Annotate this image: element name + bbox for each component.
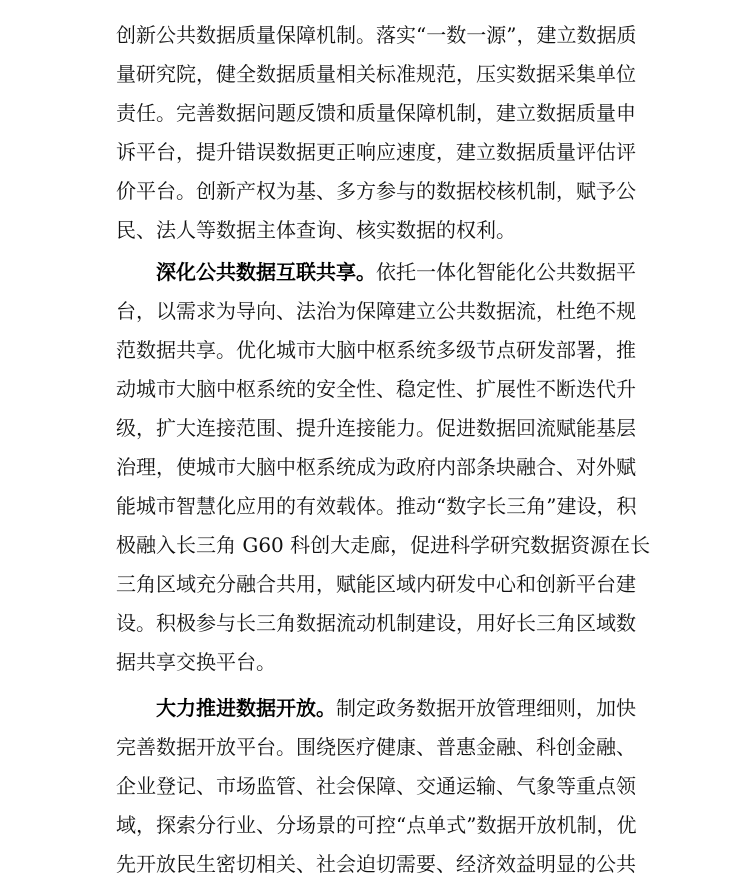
text-line: 治理，使城市大脑中枢系统成为政府内部条块融合、对外赋 xyxy=(116,455,636,479)
text-line: 动城市大脑中枢系统的安全性、稳定性、扩展性不断迭代升 xyxy=(116,377,636,401)
text-line: 创新公共数据质量保障机制。落实“一数一源”，建立数据质 xyxy=(116,23,637,47)
text-line: 责任。完善数据问题反馈和质量保障机制，建立数据质量申 xyxy=(116,101,636,125)
text-line: 域，探索分行业、分场景的可控“点单式”数据开放机制，优 xyxy=(116,813,637,837)
text-line: 设。积极参与长三角数据流动机制建设，用好长三角区域数 xyxy=(116,611,636,635)
paragraph-data-sharing xyxy=(116,253,650,682)
paragraph-data-opening xyxy=(116,689,636,884)
text-line: 民、法人等数据主体查询、核实数据的权利。 xyxy=(116,218,516,242)
text-line: 先开放民生密切相关、社会迫切需要、经济效益明显的公共 xyxy=(116,852,636,876)
text-line-first xyxy=(116,253,650,292)
section-heading: 深化公共数据互联共享。 xyxy=(156,260,376,284)
text-line: 诉平台，提升错误数据更正响应速度，建立数据质量评估评 xyxy=(116,140,636,164)
text-line: 范数据共享。优化城市大脑中枢系统多级节点研发部署，推 xyxy=(116,338,636,362)
text-line-first xyxy=(116,689,636,728)
text-line: 台，以需求为导向、法治为保障建立公共数据流，杜绝不规 xyxy=(116,299,636,323)
text-line: 据共享交换平台。 xyxy=(116,650,276,674)
paragraph-data-quality xyxy=(116,16,636,250)
text-line: 量研究院，健全数据质量相关标准规范，压实数据采集单位 xyxy=(116,62,636,86)
text-line: 企业登记、市场监管、社会保障、交通运输、气象等重点领 xyxy=(116,774,636,798)
text-line: 能城市智慧化应用的有效载体。推动“数字长三角”建设，积 xyxy=(116,494,637,518)
text-line: 三角区域充分融合共用，赋能区域内研发中心和创新平台建 xyxy=(116,572,636,596)
text-line: 完善数据开放平台。围绕医疗健康、普惠金融、科创金融、 xyxy=(116,735,636,759)
text-segment: 制定政务数据开放管理细则，加快 xyxy=(336,696,636,720)
text-line: 级，扩大连接范围、提升连接能力。促进数据回流赋能基层 xyxy=(116,416,636,440)
text-segment: 依托一体化智能化公共数据平 xyxy=(376,260,636,284)
text-line: 价平台。创新产权为基、多方参与的数据校核机制，赋予公 xyxy=(116,179,636,203)
section-heading: 大力推进数据开放。 xyxy=(156,696,336,720)
text-line: 极融入长三角 G60 科创大走廊，促进科学研究数据资源在长 xyxy=(116,533,651,557)
